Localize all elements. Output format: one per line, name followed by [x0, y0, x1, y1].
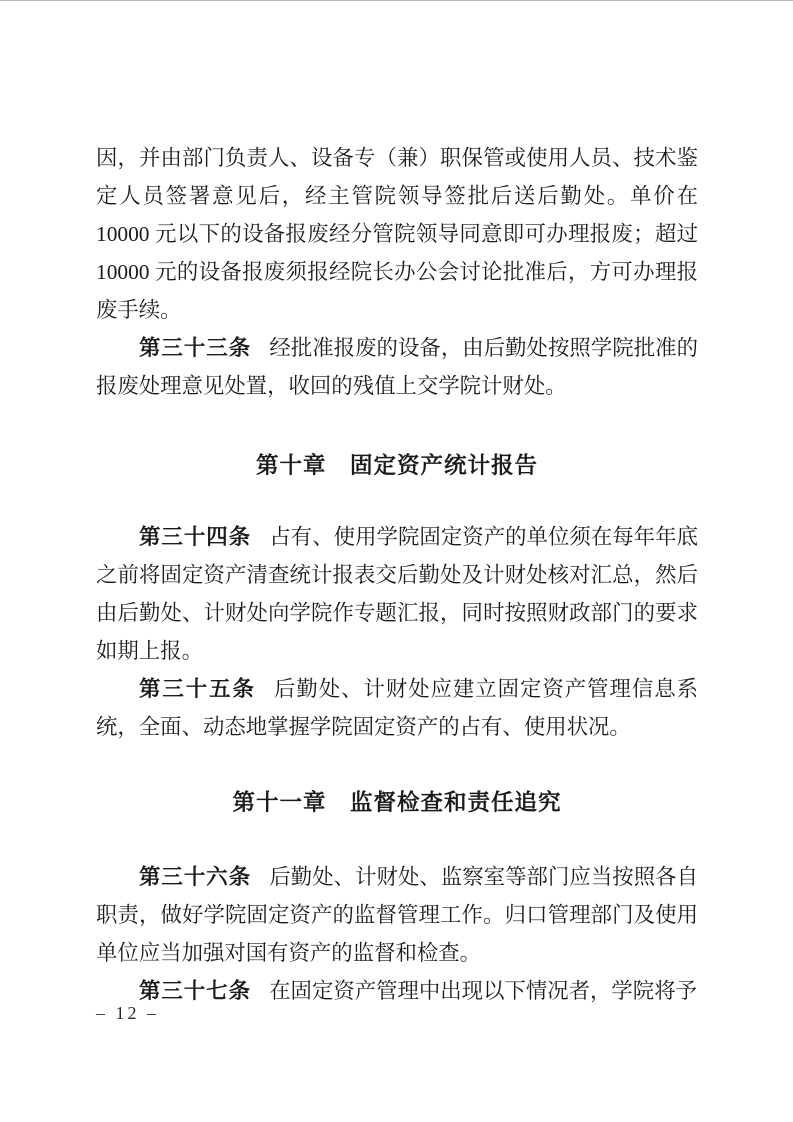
chapter-10-heading: 第十章 固定资产统计报告 — [255, 453, 538, 478]
paragraph-continuation: 因，并由部门负责人、设备专（兼）职保管或使用人员、技术鉴定人员签署意见后，经主管院领导签批后送后勤处。单价在 10000 元以下的设备报废经分管院领导同意即可办理报废；超过 10000 元的设备报废须报经院长办公会讨论批准后，方可办理报废手续。 — [96, 146, 698, 322]
article-37-text: 在固定资产管理中出现以下情况者，学院将予 — [269, 979, 697, 1003]
page-number: – 12 – — [96, 1003, 159, 1023]
article-34 — [96, 518, 698, 670]
article-35-number: 第三十五条 — [139, 677, 256, 701]
article-36 — [96, 858, 698, 972]
chapter-11-heading: 第十一章 监督检查和责任追究 — [232, 790, 562, 815]
article-33-number: 第三十三条 — [139, 336, 252, 360]
article-36-number: 第三十六条 — [139, 865, 252, 889]
article-36-text: 后勤处、计财处、监察室等部门应当按照各自职责，做好学院固定资产的监督管理工作。归口管理部门及使用单位应当加强对国有资产的监督和检查。 — [96, 865, 698, 965]
article-33 — [96, 329, 698, 405]
article-35-text: 后勤处、计财处应建立固定资产管理信息系统，全面、动态地掌握学院固定资产的占有、使用状况。 — [96, 677, 698, 739]
article-37-number: 第三十七条 — [139, 979, 251, 1003]
article-37 — [96, 972, 698, 1010]
article-35 — [96, 670, 698, 746]
document-body — [96, 139, 698, 1010]
article-34-text: 占有、使用学院固定资产的单位须在每年年底之前将固定资产清查统计报表交后勤处及计财处核对汇总，然后由后勤处、计财处向学院作专题汇报，同时按照财政部门的要求如期上报。 — [96, 525, 698, 663]
article-34-number: 第三十四条 — [139, 525, 252, 549]
article-33-text: 经批准报废的设备，由后勤处按照学院批准的报废处理意见处置，收回的残值上交学院计财处。 — [96, 336, 698, 398]
